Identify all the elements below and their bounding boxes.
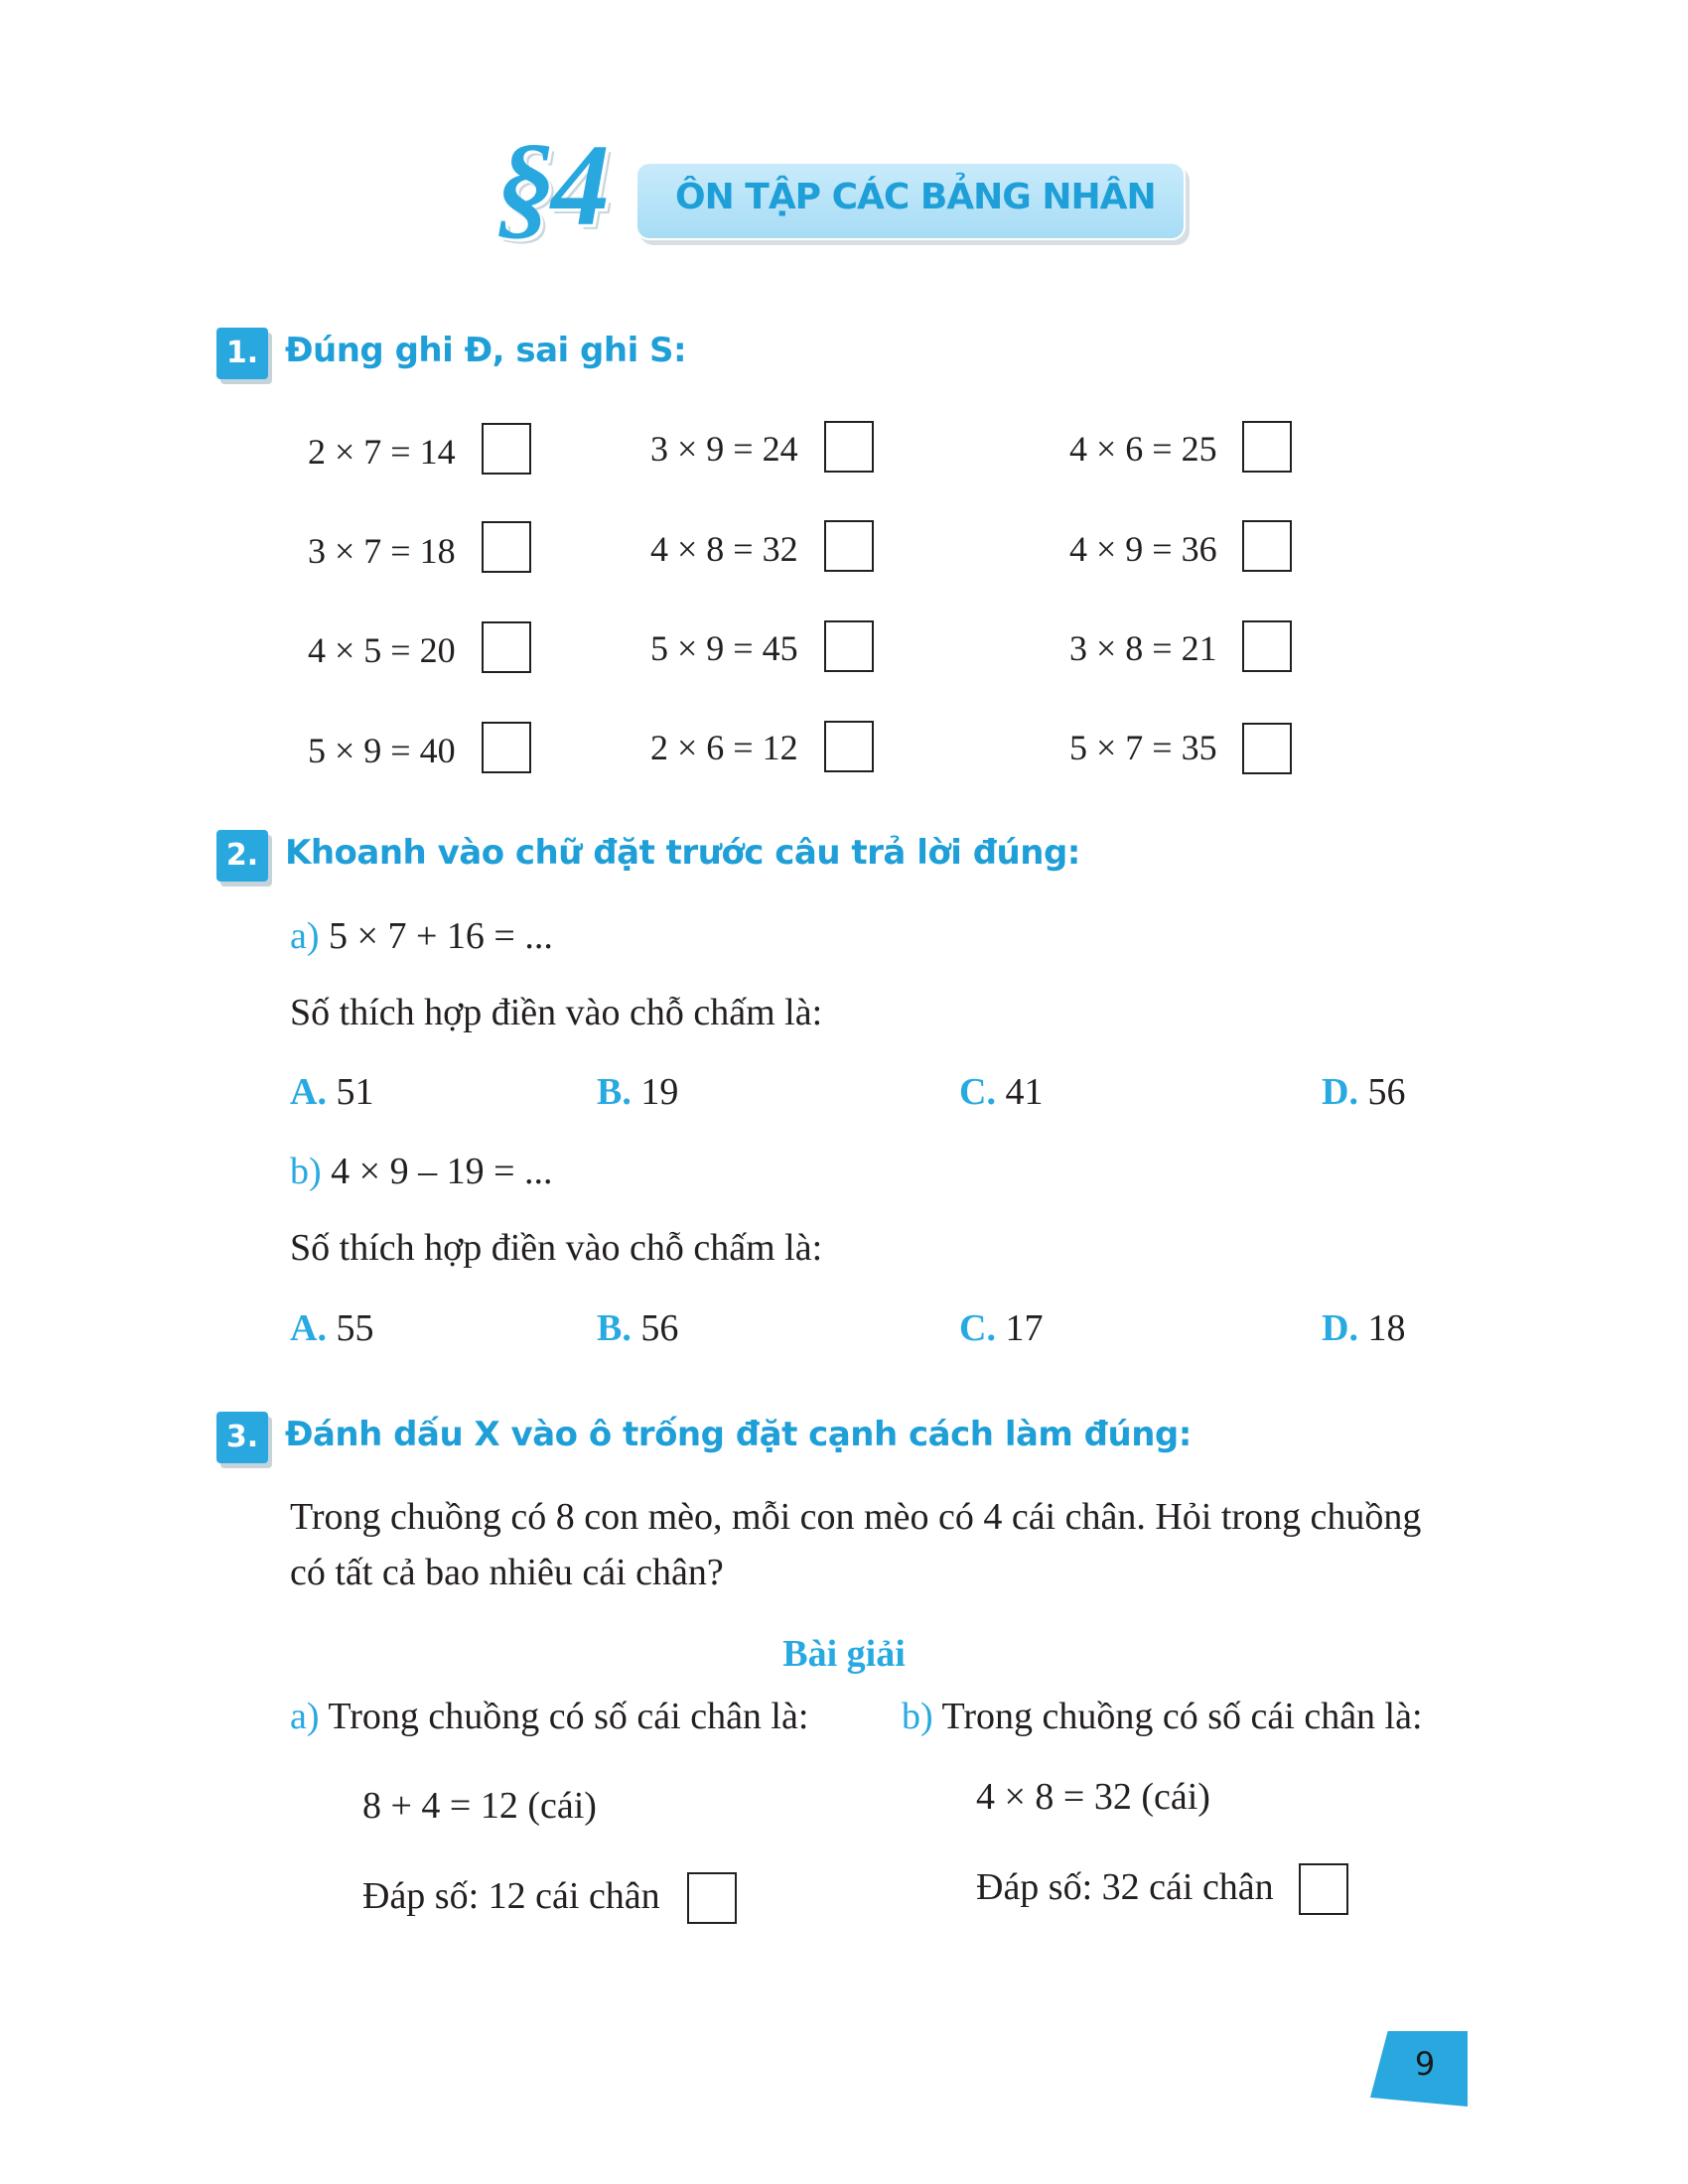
part-a-expression: 5 × 7 + 16 = ... — [329, 915, 553, 957]
part-b-expression: 4 × 9 – 19 = ... — [331, 1151, 553, 1192]
option-b-A[interactable] — [290, 1306, 373, 1350]
equation-2-3: 4 × 9 = 36 — [1069, 529, 1217, 569]
answer-box-2-3[interactable] — [1242, 520, 1292, 572]
answer-box-3-3[interactable] — [1242, 620, 1292, 672]
option-value: 56 — [1367, 1071, 1406, 1113]
equation-2-1: 3 × 7 = 18 — [308, 531, 456, 571]
option-b-C[interactable] — [959, 1306, 1043, 1350]
option-a-D[interactable] — [1322, 1070, 1405, 1114]
option-letter: D. — [1322, 1071, 1358, 1113]
section-title: ÔN TẬP CÁC BẢNG NHÂN — [675, 177, 1156, 217]
equation-1-1: 2 × 7 = 14 — [308, 432, 456, 472]
exercise-3-badge: 3. — [216, 1412, 268, 1463]
answer-box-2-1[interactable] — [482, 521, 531, 573]
part-a-question — [290, 914, 553, 960]
solution-b-statement — [902, 1695, 1423, 1740]
option-value: 56 — [640, 1307, 679, 1349]
answer-box-4-2[interactable] — [824, 721, 874, 772]
option-letter: D. — [1322, 1307, 1358, 1349]
option-a-C[interactable] — [959, 1070, 1043, 1114]
solution-a-answer: Đáp số: 12 cái chân — [362, 1875, 660, 1917]
part-b-question — [290, 1150, 553, 1195]
equation-4-1: 5 × 9 = 40 — [308, 731, 456, 770]
problem-line-1: Trong chuồng có 8 con mèo, mỗi con mèo có 4 cái chân. Hỏi trong chuồng — [290, 1496, 1422, 1538]
page-number: 9 — [1414, 2045, 1436, 2083]
option-b-B[interactable] — [597, 1306, 678, 1350]
equation-3-2: 5 × 9 = 45 — [650, 628, 798, 668]
option-letter: C. — [959, 1307, 996, 1349]
equation-3-1: 4 × 5 = 20 — [308, 630, 456, 670]
exercise-3-title: Đánh dấu X vào ô trống đặt cạnh cách làm đúng: — [285, 1415, 1192, 1454]
option-value: 51 — [336, 1071, 374, 1113]
solution-b-text: Trong chuồng có số cái chân là: — [941, 1696, 1423, 1737]
equation-1-3: 4 × 6 = 25 — [1069, 429, 1217, 469]
equation-1-2: 3 × 9 = 24 — [650, 429, 798, 469]
equation-4-3: 5 × 7 = 35 — [1069, 728, 1217, 767]
equation-3-3: 3 × 8 = 21 — [1069, 628, 1217, 668]
exercise-1-title: Đúng ghi Đ, sai ghi S: — [285, 331, 687, 370]
part-b-label: b) — [290, 1151, 322, 1192]
option-value: 17 — [1005, 1307, 1044, 1349]
option-value: 41 — [1005, 1071, 1044, 1113]
option-b-D[interactable] — [1322, 1306, 1405, 1350]
part-b-prompt: Số thích hợp điền vào chỗ chấm là: — [290, 1227, 823, 1269]
solution-a-statement — [290, 1695, 808, 1740]
section-mark: §4 — [496, 120, 606, 250]
option-value: 55 — [336, 1307, 374, 1349]
solution-b-checkbox[interactable] — [1299, 1863, 1348, 1915]
answer-box-3-1[interactable] — [482, 621, 531, 673]
solution-b-label: b) — [902, 1696, 933, 1737]
option-value: 18 — [1367, 1307, 1406, 1349]
answer-box-1-1[interactable] — [482, 423, 531, 475]
solution-a-checkbox[interactable] — [687, 1872, 737, 1924]
answer-box-4-3[interactable] — [1242, 723, 1292, 774]
option-a-A[interactable] — [290, 1070, 373, 1114]
answer-box-1-2[interactable] — [824, 421, 874, 473]
option-letter: A. — [290, 1071, 327, 1113]
equation-2-2: 4 × 8 = 32 — [650, 529, 798, 569]
exercise-1-badge: 1. — [216, 328, 268, 379]
option-a-B[interactable] — [597, 1070, 678, 1114]
solution-a-text: Trong chuồng có số cái chân là: — [328, 1696, 809, 1737]
equation-4-2: 2 × 6 = 12 — [650, 728, 798, 767]
part-a-label: a) — [290, 915, 320, 957]
solution-a-calculation: 8 + 4 = 12 (cái) — [362, 1785, 597, 1827]
option-letter: C. — [959, 1071, 996, 1113]
exercise-2-title: Khoanh vào chữ đặt trước câu trả lời đúng: — [285, 833, 1080, 873]
option-letter: B. — [597, 1307, 632, 1349]
solution-b-answer: Đáp số: 32 cái chân — [976, 1866, 1274, 1908]
option-letter: A. — [290, 1307, 327, 1349]
exercise-2-badge: 2. — [216, 830, 268, 882]
solution-heading: Bài giải — [782, 1633, 906, 1675]
answer-box-2-2[interactable] — [824, 520, 874, 572]
answer-box-4-1[interactable] — [482, 722, 531, 773]
answer-box-1-3[interactable] — [1242, 421, 1292, 473]
part-a-prompt: Số thích hợp điền vào chỗ chấm là: — [290, 992, 823, 1033]
answer-box-3-2[interactable] — [824, 620, 874, 672]
option-letter: B. — [597, 1071, 632, 1113]
solution-a-label: a) — [290, 1696, 320, 1737]
solution-b-calculation: 4 × 8 = 32 (cái) — [976, 1776, 1210, 1818]
problem-line-2: có tất cả bao nhiêu cái chân? — [290, 1552, 724, 1593]
option-value: 19 — [640, 1071, 679, 1113]
